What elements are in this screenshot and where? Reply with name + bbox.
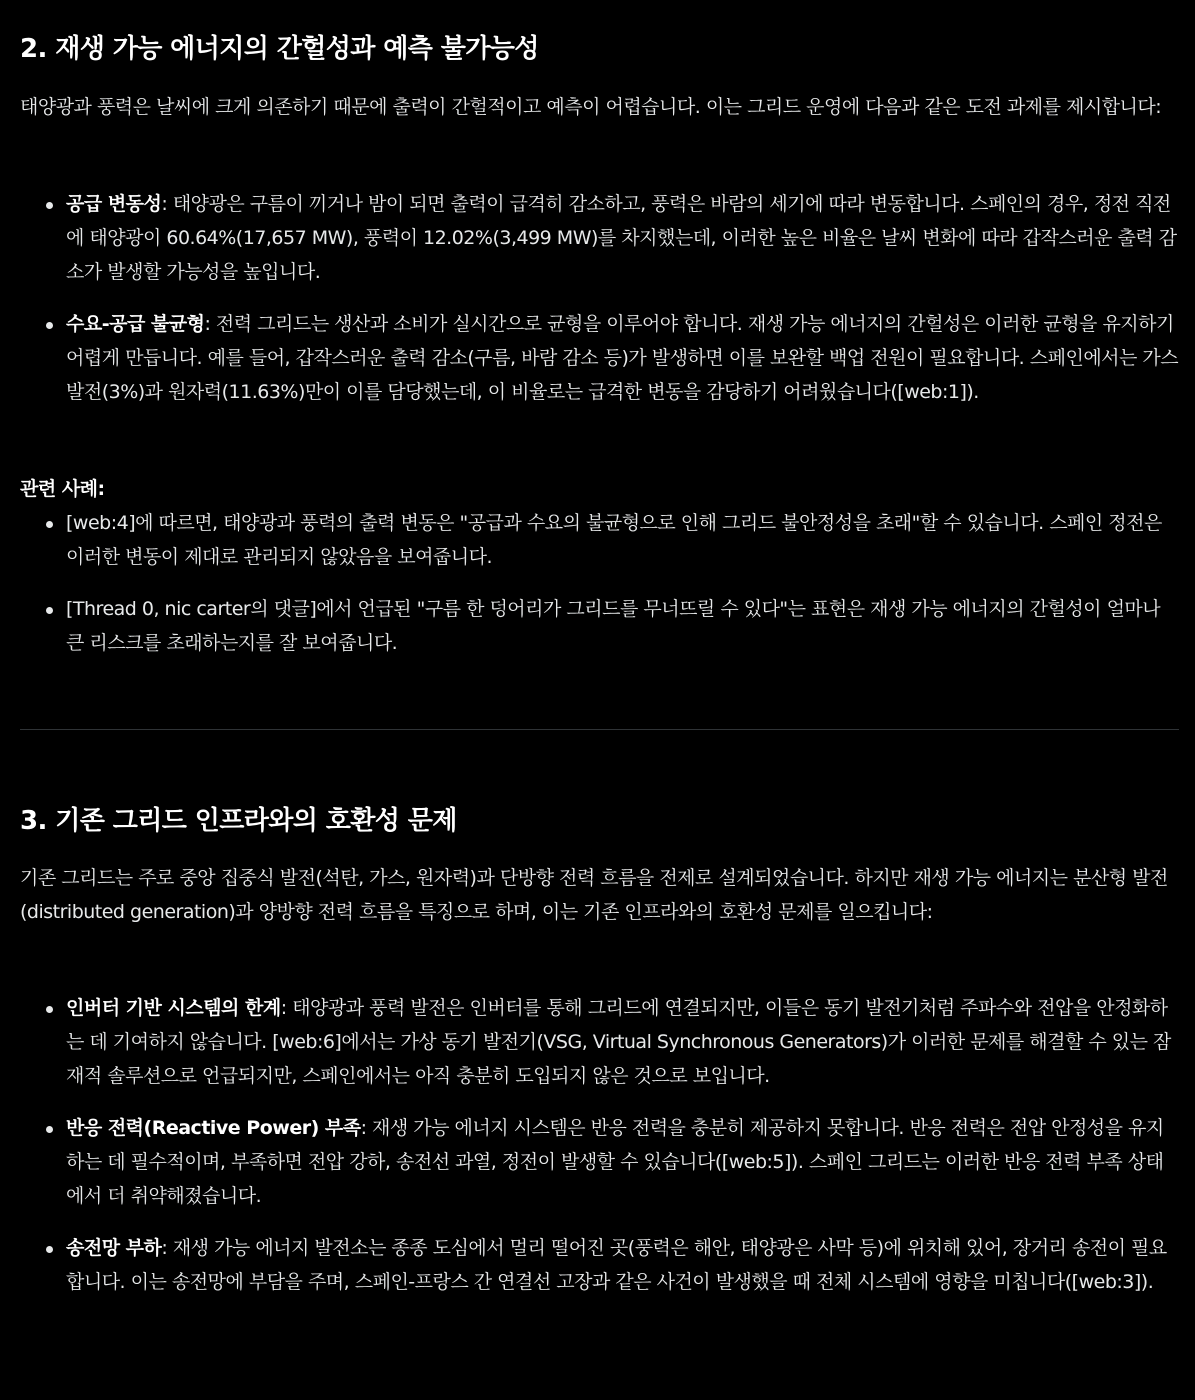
section-3-title: 3. 기존 그리드 인프라와의 호환성 문제 (20, 806, 457, 836)
list-item-text: : 재생 가능 에너지 시스템은 반응 전력을 충분히 제공하지 못합니다. 반응 전력은 전압 안정성을 유지하는 데 필수적이며, 부족하면 전압 강하, 송전선 과열, 정전이 발생할 수 있습니다([web:5]). 스페인 그리드는 이러한 반응 전력 부족 상태에서 더 취약해졌습니다. (66, 1117, 1164, 1207)
section-3-intro: 기존 그리드는 주로 중앙 집중식 발전(석탄, 가스, 원자력)과 단방향 전력 흐름을 전제로 설계되었습니다. 하지만 재생 가능 에너지는 분산형 발전(distributed generation)과 양방향 전력 흐름을 특징으로 하며, 이는 기존 인프라와의 호환성 문제를 일으킵니다: (20, 867, 1168, 923)
bullet-icon (46, 202, 53, 209)
section-2-intro: 태양광과 풍력은 날씨에 크게 의존하기 때문에 출력이 간헐적이고 예측이 어렵습니다. 이는 그리드 운영에 다음과 같은 도전 과제를 제시합니다: (20, 96, 1162, 118)
list-item-inverter-limits (20, 991, 1180, 1093)
list-item-demand-supply-imbalance (20, 307, 1180, 409)
list-item-term: 송전망 부하 (66, 1237, 162, 1259)
section-3-list (20, 991, 1180, 1299)
related-case-item (20, 592, 1180, 660)
section-2-title: 2. 재생 가능 에너지의 간헐성과 예측 불가능성 (20, 34, 539, 64)
related-cases-label: 관련 사례: (20, 478, 105, 500)
list-item-transmission-load (20, 1231, 1180, 1299)
related-case-text: [web:4]에 따르면, 태양광과 풍력의 출력 변동은 "공급과 수요의 불균형으로 인해 그리드 불안정성을 초래"할 수 있습니다. 스페인 정전은 이러한 변동이 제대로 관리되지 않았음을 보여줍니다. (66, 512, 1162, 568)
list-item-term: 공급 변동성 (66, 193, 162, 215)
related-case-text: [Thread 0, nic carter의 댓글]에서 언급된 "구름 한 덩어리가 그리드를 무너뜨릴 수 있다"는 표현은 재생 가능 에너지의 간헐성이 얼마나 큰 리스크를 초래하는지를 잘 보여줍니다. (66, 598, 1161, 654)
list-item-term: 인버터 기반 시스템의 한계 (66, 997, 281, 1019)
bullet-icon (46, 1006, 53, 1013)
related-case-item (20, 506, 1180, 574)
bullet-icon (46, 1126, 53, 1133)
list-item-text: : 전력 그리드는 생산과 소비가 실시간으로 균형을 이루어야 합니다. 재생 가능 에너지의 간헐성은 이러한 균형을 유지하기 어렵게 만듭니다. 예를 들어, 갑작스러운 출력 감소(구름, 바람 감소 등)가 발생하면 이를 보완할 백업 전원이 필요합니다. 스페인에서는 가스 발전(3%)과 원자력(11.63%)만이 이를 담당했는데, 이 비율로는 급격한 변동을 감당하기 어려웠습니다([web:1]). (66, 313, 1179, 403)
bullet-icon (46, 1246, 53, 1253)
section-divider (20, 729, 1179, 730)
list-item-text: : 태양광은 구름이 끼거나 밤이 되면 출력이 급격히 감소하고, 풍력은 바람의 세기에 따라 변동합니다. 스페인의 경우, 정전 직전에 태양광이 60.64%(17,657 MW), 풍력이 12.02%(3,499 MW)를 차지했는데, 이러한 높은 비율은 날씨 변화에 따라 갑작스러운 출력 감소가 발생할 가능성을 높입니다. (66, 193, 1177, 283)
bullet-icon (46, 521, 53, 528)
list-item-term: 반응 전력(Reactive Power) 부족 (66, 1117, 361, 1139)
bullet-icon (46, 322, 53, 329)
list-item-reactive-power (20, 1111, 1180, 1213)
list-item-supply-variability (20, 187, 1180, 289)
list-item-term: 수요-공급 불균형 (66, 313, 205, 335)
bullet-icon (46, 607, 53, 614)
list-item-text: : 재생 가능 에너지 발전소는 종종 도심에서 멀리 떨어진 곳(풍력은 해안, 태양광은 사막 등)에 위치해 있어, 장거리 송전이 필요합니다. 이는 송전망에 부담을 주며, 스페인-프랑스 간 연결선 고장과 같은 사건이 발생했을 때 전체 시스템에 영향을 미칩니다([web:3]). (66, 1237, 1167, 1293)
related-cases-list (20, 506, 1180, 660)
list-item-text: : 태양광과 풍력 발전은 인버터를 통해 그리드에 연결되지만, 이들은 동기 발전기처럼 주파수와 전압을 안정화하는 데 기여하지 않습니다. [web:6]에서는 가상 동기 발전기(VSG, Virtual Synchronous Generators)가 이러한 문제를 해결할 수 있는 잠재적 솔루션으로 언급되지만, 스페인에서는 아직 충분히 도입되지 않은 것으로 보입니다. (66, 997, 1171, 1087)
section-2-list (20, 187, 1180, 409)
